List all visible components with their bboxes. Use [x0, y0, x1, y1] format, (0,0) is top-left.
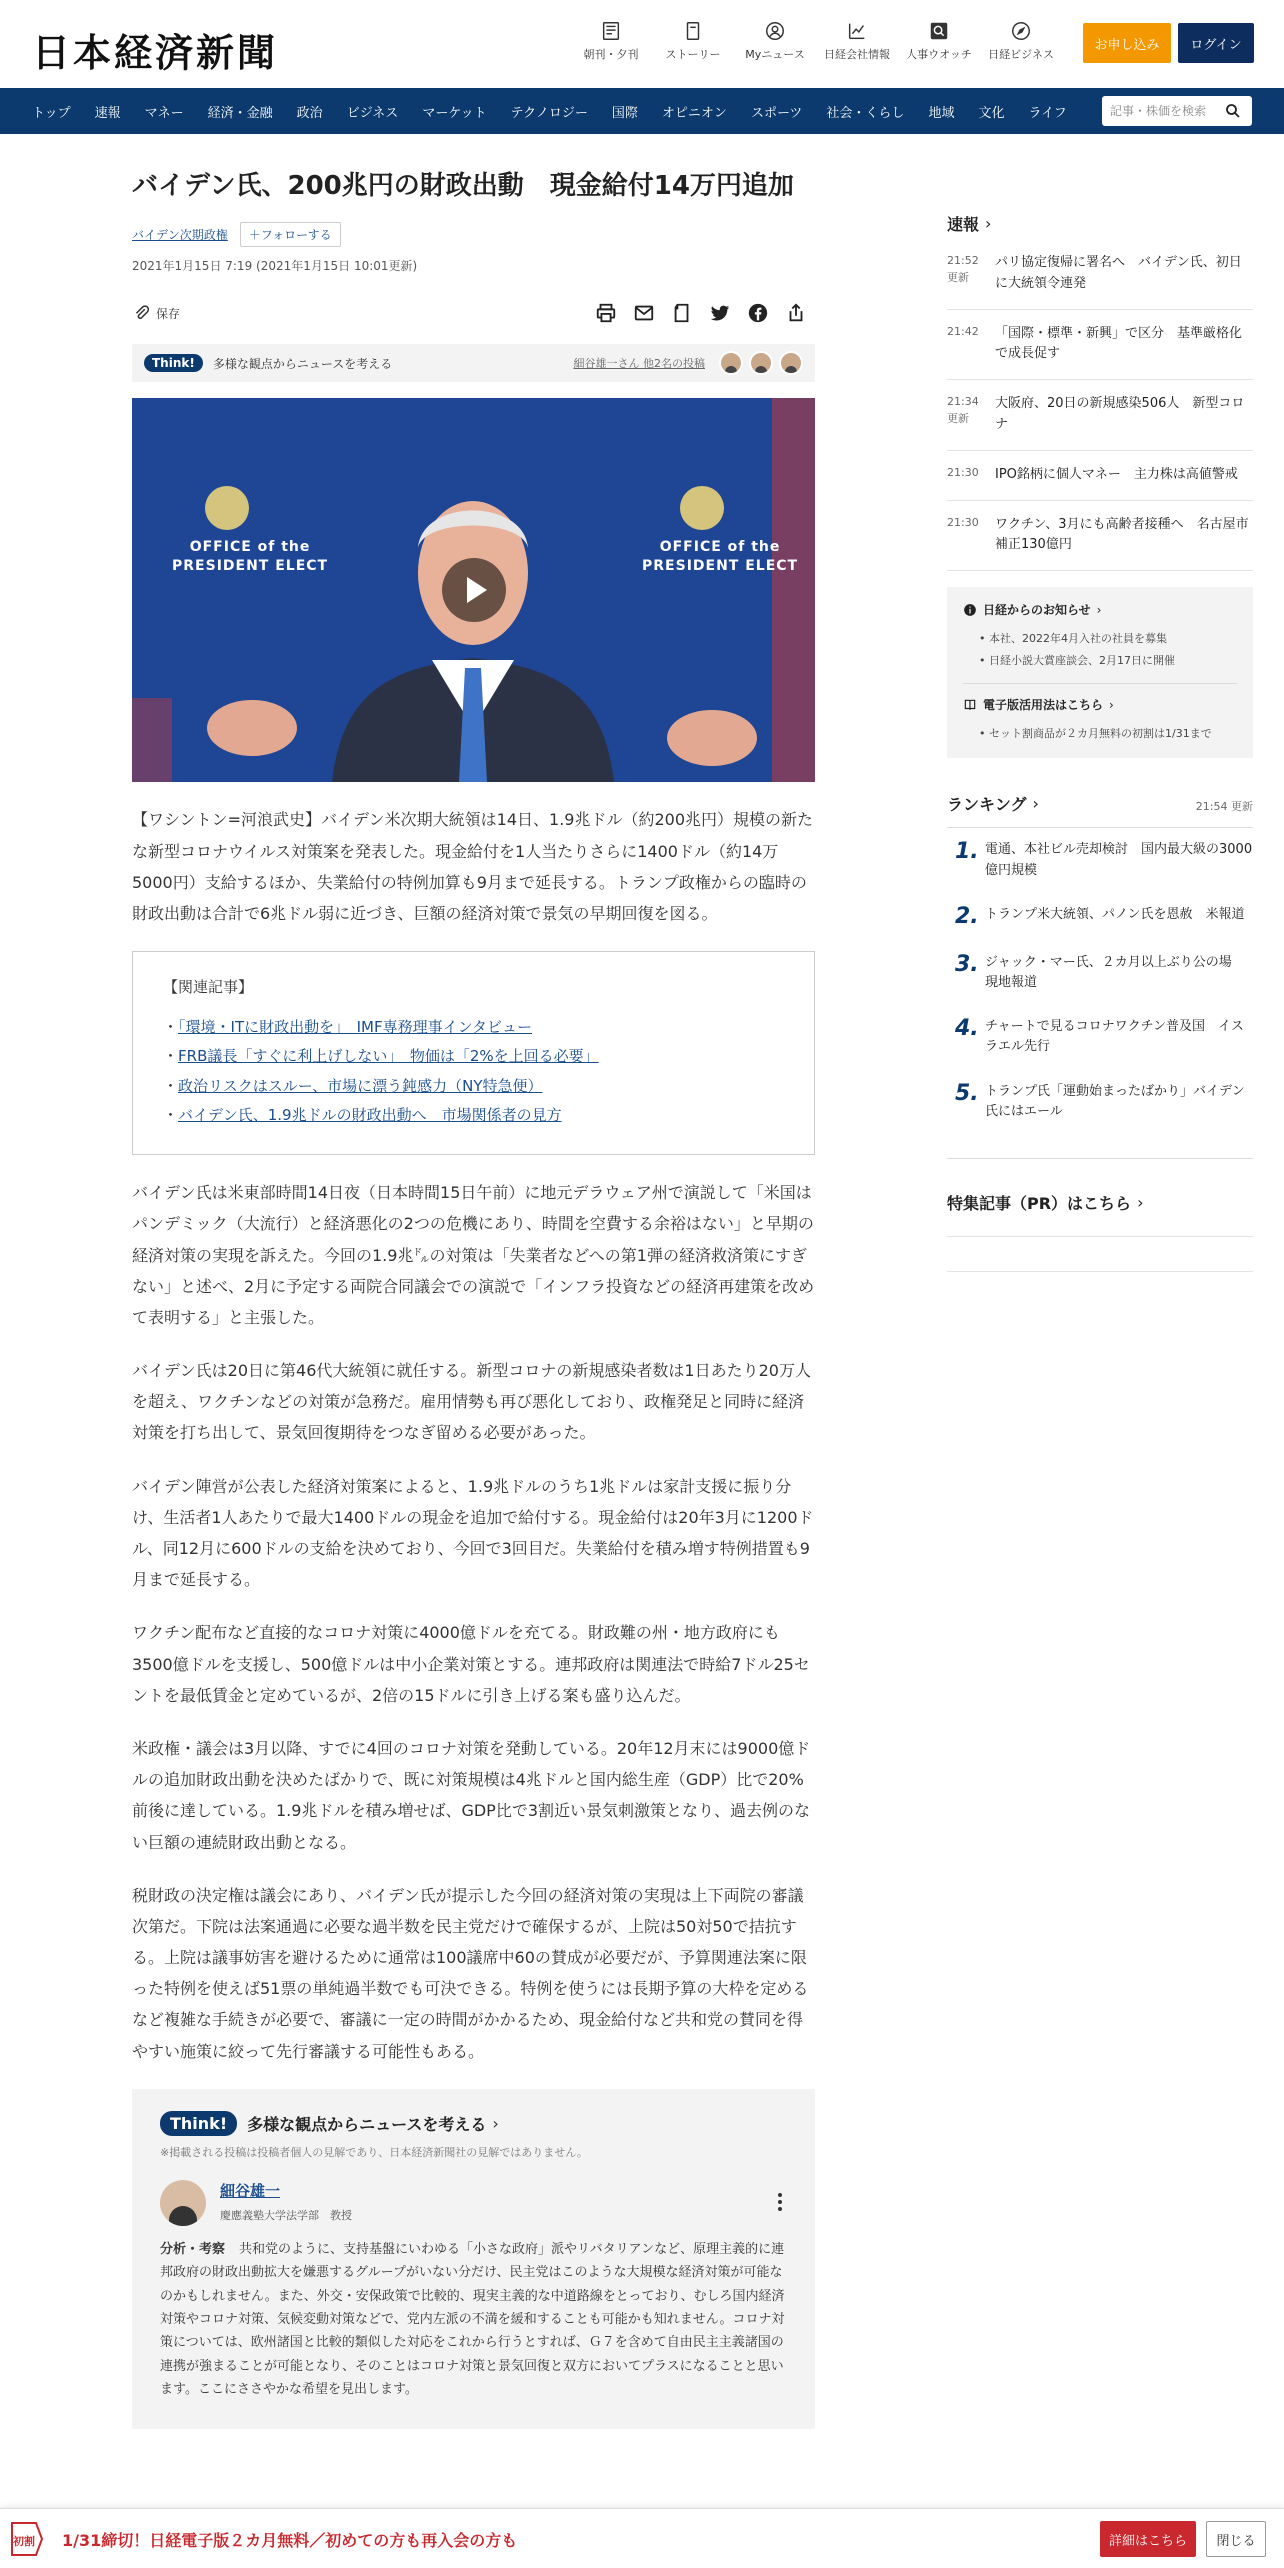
nav-item-life[interactable]: ライフ	[1028, 105, 1067, 121]
notice-title[interactable]	[963, 601, 1237, 618]
avatar	[779, 351, 803, 375]
related-link[interactable]: 政治リスクはスルー、市場に漂う鈍感力（NY特急便）	[178, 1076, 543, 1095]
header-link-label: ストーリー	[665, 48, 721, 61]
list-item[interactable]	[947, 465, 1253, 501]
twitter-icon	[709, 302, 731, 324]
header-link-personnel[interactable]	[898, 20, 980, 62]
think-badge: Think!	[160, 2111, 237, 2136]
pr-title-label: 特集記事（PR）はこちら	[947, 1193, 1132, 1213]
banner-close-button[interactable]: 閉じる	[1206, 2521, 1266, 2557]
chevron-right-icon: ›	[1109, 697, 1114, 712]
print-icon	[595, 302, 617, 324]
nav-item-top[interactable]: トップ	[32, 105, 71, 121]
user-icon	[764, 20, 786, 42]
article-paragraph: 税財政の決定権は議会にあり、バイデン氏が提示した今回の経済対策の実現は上下両院の審議次第だ。下院は法案通過に必要な過半数を民主党だけで確保するが、上院は50対50で拮抗する。上院は議事妨害を避けるために通常は100議席中60の賛成が必要だが、予算関連法案に限った特例を使えば51票の単純過半数でも可決できる。特例を使うには長期予算の大枠を定めるなど複雑な手続きが必要で、審議に一定の時間がかかるため、現金給付など共和党の賛同を得やすい施策に絞って先行審議する可能性もある。	[132, 1885, 809, 2061]
list-item: ・バイデン氏、1.9兆ドルの財政出動へ 市場関係者の見方	[163, 1105, 562, 1124]
article-body	[132, 134, 815, 2429]
header-link-label: Myニュース	[745, 48, 805, 61]
list-item: ・政治リスクはスルー、市場に漂う鈍感力（NY特急便）	[163, 1076, 543, 1095]
promo-banner	[0, 2508, 1284, 2568]
main-navigation	[0, 88, 1284, 134]
more-options-icon[interactable]	[777, 2192, 783, 2212]
chevron-right-icon: ›	[985, 214, 992, 233]
chevron-right-icon: ›	[492, 2113, 499, 2133]
compass-icon	[1010, 20, 1032, 42]
nav-item-business[interactable]: ビジネス	[346, 105, 399, 121]
ranking-item[interactable]	[947, 893, 1253, 941]
breaking-news-title-label: 速報	[947, 215, 980, 234]
banner-text[interactable]: 1/31締切！日経電子版２カ月無料／初めての方も再入会の方も	[62, 2531, 518, 2550]
sidebar	[947, 134, 1253, 1306]
ranking-item[interactable]	[947, 1070, 1253, 1134]
article-paragraph: バイデン氏は20日に第46代大統領に就任する。新型コロナの新規感染者数は1日あたり20万人を超え、ワクチンなどの対策が急務だ。雇用情勢も再び悪化しており、政権発足と同時に経済対策を打ち出して、景気回復期待をつなぎ留める必要があった。	[132, 1361, 811, 1443]
related-link[interactable]: FRB議長「すぐに利上げしない」 物価は「2%を上回る必要」	[178, 1047, 599, 1066]
article-paragraph: ワクチン配布など直接的なコロナ対策に4000億ドルを充てる。財政難の州・地方政府にも3500億ドルを支援し、500億ドルは中小企業対策とする。連邦政府は関連法で時給7ドル25セントを最低賃金と定めているが、2倍の15ドルに引き上げる案も盛り込んだ。	[132, 1623, 810, 1705]
think-box-title: 多様な観点からニュースを考える	[247, 2114, 487, 2134]
share-toolbar	[132, 298, 815, 328]
nav-item-politics[interactable]: 政治	[296, 105, 323, 121]
think-box	[132, 2089, 815, 2429]
related-articles	[132, 951, 815, 1155]
news-time: 21:30	[947, 465, 979, 479]
rank-number: 2.	[955, 903, 979, 929]
rank-number: 4.	[955, 1016, 979, 1042]
list-item: ・FRB議長「すぐに利上げしない」 物価は「2%を上回る必要」	[163, 1047, 599, 1066]
author-role: 慶應義塾大学法学部 教授	[220, 2208, 352, 2222]
news-headline[interactable]: 大阪府、20日の新規感染506人 新型コロナ	[995, 396, 1245, 432]
article-paragraph: 米政権・議会は3月以降、すでに4回のコロナ対策を発動している。20年12月末には9000億ドルの追加財政出動を決めたばかりで、既に対策規模は4兆ドルと国内総生産（GDP）比で20%前後に達している。1.9兆ドルを積み増せば、GDP比で3割近い景気刺激策となり、過去例のない巨額の連続財政出動となる。	[132, 1738, 811, 1852]
nav-item-international[interactable]: 国際	[611, 105, 638, 121]
search-person-icon	[928, 20, 950, 42]
ranking-header	[947, 792, 1253, 828]
plus-icon: ＋	[248, 228, 261, 243]
comment-text: 共和党のように、支持基盤にいわゆる「小さな政府」派やリバタリアンなど、原理主義的に連邦政府の財政出動拡大を嫌悪するグループがいない分だけ、民主党はこのような大規模な経済対策が可能なのかもしれません。また、外交・安保政策で比較的、現実主義的な中道路線をとっており、むしろ国内経済対策やコロナ対策、気候変動対策などで、党内左派の不満を緩和することも可能かも知れません。コロナ対策については、欧州諸国と比較的類似した対応をこれから行うとすれば、Ｇ７を含めて自由民主主義諸国の連携が強まることが可能となり、そのことはコロナ対策と景気回復と双方においてプラスになることと思います。ここにささやかな希望を見出します。	[160, 2241, 785, 2398]
site-logo[interactable]: 日本経済新聞	[32, 30, 279, 75]
divider	[963, 683, 1237, 684]
bookmark-button[interactable]	[663, 302, 701, 324]
nav-item-technology[interactable]: テクノロジー	[510, 105, 588, 121]
mail-button[interactable]	[625, 302, 663, 324]
news-time: 21:52	[947, 254, 979, 267]
nav-item-opinion[interactable]: オピニオン	[661, 105, 727, 121]
rank-headline[interactable]: トランプ氏「運動始まったばかり」バイデン氏にはエール	[985, 1083, 1245, 1119]
rank-headline[interactable]: 電通、本社ビル売却検討 国内最大級の3000億円規模	[985, 842, 1253, 878]
think-box-header[interactable]	[160, 2111, 787, 2136]
info-icon	[963, 603, 977, 617]
login-button[interactable]: ログイン	[1178, 23, 1254, 63]
comment-label: 分析・考察	[160, 2241, 226, 2257]
think-badge: Think!	[144, 354, 203, 372]
search-box	[1102, 96, 1252, 126]
notice-box	[947, 587, 1253, 758]
related-link[interactable]: バイデン氏、1.9兆ドルの財政出動へ 市場関係者の見方	[178, 1105, 562, 1124]
header-link-label: 日経会社情報	[824, 48, 890, 61]
digital-guide-title[interactable]	[963, 696, 1237, 713]
chevron-right-icon: ›	[1137, 1192, 1144, 1212]
news-time: 21:42	[947, 324, 979, 338]
rank-number: 1.	[955, 839, 979, 865]
banner-details-button[interactable]: 詳細はこちら	[1100, 2521, 1196, 2557]
news-time: 21:30	[947, 515, 979, 529]
news-headline[interactable]: 「国際・標準・新興」で区分 基準厳格化で成長促す	[995, 325, 1243, 362]
save-button[interactable]	[132, 304, 180, 322]
avatar	[719, 351, 743, 375]
think-comment-card	[160, 2180, 787, 2226]
rank-headline[interactable]: チャートで見るコロナワクチン普及国 イスラエル先行	[985, 1019, 1244, 1055]
ranking-title[interactable]	[947, 792, 1039, 815]
header-link-edition[interactable]	[570, 20, 652, 62]
save-label: 保存	[156, 306, 181, 321]
header-icon-menu	[570, 20, 1062, 62]
subscribe-button[interactable]: お申し込み	[1083, 23, 1171, 63]
article-lead: 【ワシントン=河浪武史】バイデン米次期大統領は14日、1.9兆ドル（約200兆円）規模の新たな新型コロナウイルス対策案を発表した。現金給付を1人当たりさらに1400ドル（約14万5000円）支給するほか、失業給付の特例加算も9月まで延長する。トランプ政権からの臨時の財政出動は合計で6兆ドル弱に近づき、巨額の経済対策で景気の早期回復を図る。	[132, 810, 814, 923]
chart-icon	[846, 20, 868, 42]
nav-item-region[interactable]: 地域	[928, 105, 955, 121]
tag-icon	[8, 2519, 44, 2559]
ranking-updated: 21:54 更新	[1195, 800, 1253, 814]
author-block	[220, 2180, 352, 2226]
follow-label: フォローする	[260, 228, 332, 243]
nav-item-breaking[interactable]: 速報	[94, 105, 121, 121]
photo-backdrop-text: OFFICE of the PRESIDENT ELECT	[642, 539, 799, 574]
nav-item-culture[interactable]: 文化	[978, 105, 1005, 121]
news-headline[interactable]: ワクチン、3月にも高齢者接種へ 名古屋市補正130億円	[995, 516, 1249, 553]
news-headline[interactable]: パリ協定復帰に署名へ バイデン氏、初日に大統領令連発	[995, 255, 1242, 291]
avatar[interactable]	[160, 2180, 206, 2226]
related-link[interactable]: 「環境・ITに財政出動を」 IMF専務理事インタビュー	[178, 1018, 532, 1037]
article-headline: バイデン氏、200兆円の財政出動 現金給付14万円追加	[132, 171, 794, 201]
twitter-button[interactable]	[701, 302, 739, 324]
header-link-label: 日経ビジネス	[988, 48, 1054, 61]
pr-section	[947, 1158, 1253, 1272]
newspaper-icon	[600, 20, 622, 42]
facebook-icon	[747, 302, 769, 324]
article-paragraph: バイデン氏は米東部時間14日夜（日本時間15日午前）に地元デラウェア州で演説して「米国はパンデミック（大流行）と経済悪化の2つの危機にあり、時間を空費する余裕はない」と早期の経済対策の実現を訴えた。今回の1.9兆㌦の対策は「失業者などへの第1弾の経済救済策にすぎない」と述べ、2月に予定する両院合同議会での演説で「インフラ投資などの経済再建策を改めて表明する」と主張した。	[132, 1183, 815, 1327]
list-item[interactable]: • 日経小説大賞座談会、2月17日に開催	[979, 653, 1175, 667]
notice-text: セット割商品が２カ月無料の初割は1/31まで	[989, 727, 1212, 741]
rank-headline[interactable]: トランプ米大統領、パノン氏を恩赦 米報道	[985, 906, 1245, 922]
breaking-news-title[interactable]	[947, 212, 1253, 235]
list-item[interactable]	[947, 324, 1253, 381]
list-item[interactable]	[947, 515, 1253, 572]
think-comment	[160, 2238, 787, 2402]
note-icon	[671, 302, 693, 324]
search-input[interactable]	[1110, 104, 1220, 118]
tag-label: 初割	[13, 2535, 35, 2548]
header-link-business[interactable]	[980, 20, 1062, 62]
chevron-right-icon: ›	[1032, 794, 1039, 814]
news-headline[interactable]: IPO銘柄に個人マネー 主力株は高値警戒	[995, 466, 1238, 482]
header-link-company-info[interactable]	[816, 20, 898, 62]
header-link-story[interactable]	[652, 20, 734, 62]
article-video[interactable]	[132, 398, 815, 782]
nav-item-money[interactable]: マネー	[144, 105, 184, 121]
list-item[interactable]	[947, 253, 1253, 310]
print-button[interactable]	[587, 302, 625, 324]
nav-item-economy[interactable]: 経済・金融	[207, 105, 273, 121]
avatar	[749, 351, 773, 375]
digital-guide-title-label: 電子版活用法はこちら	[983, 698, 1104, 713]
think-box-note: ※掲載される投稿は投稿者個人の見解であり、日本経済新聞社の見解ではありません。	[160, 2145, 588, 2159]
nav-item-market[interactable]: マーケット	[422, 105, 487, 121]
mail-icon	[633, 302, 655, 324]
ranking-title-label: ランキング	[947, 795, 1027, 815]
list-item[interactable]	[947, 394, 1253, 451]
rank-headline[interactable]: ジャック・マー氏、２カ月以上ぶり公の場 現地報道	[985, 954, 1245, 991]
list-item: ・「環境・ITに財政出動を」 IMF専務理事インタビュー	[163, 1018, 532, 1037]
share-button[interactable]	[777, 302, 815, 324]
think-posts-link[interactable]: 細谷雄一さん 他2名の投稿	[573, 357, 705, 371]
story-icon	[682, 20, 704, 42]
rank-number: 5.	[955, 1080, 979, 1106]
header-link-label: 人事ウオッチ	[906, 48, 972, 61]
paperclip-icon	[132, 304, 150, 322]
chevron-right-icon: ›	[1096, 602, 1102, 617]
share-icon	[785, 302, 807, 324]
notice-text: 日経小説大賞座談会、2月17日に開催	[989, 653, 1175, 667]
breaking-news-list	[947, 253, 1253, 571]
divider	[947, 1236, 1253, 1237]
divider	[947, 1271, 1253, 1272]
header-link-mynews[interactable]	[734, 20, 816, 62]
list-item[interactable]: • 本社、2022年4月入社の社員を募集	[979, 632, 1167, 646]
search-icon[interactable]	[1224, 102, 1242, 120]
pr-title[interactable]	[947, 1191, 1253, 1214]
ranking-item[interactable]	[947, 1005, 1253, 1069]
share-icons	[587, 302, 815, 324]
notice-title-label: 日経からのお知らせ	[983, 603, 1091, 618]
facebook-button[interactable]	[739, 302, 777, 324]
topic-link[interactable]: バイデン次期政権	[132, 228, 228, 243]
photo-backdrop-text: OFFICE of the PRESIDENT ELECT	[172, 539, 329, 574]
author-name[interactable]: 細谷雄一	[220, 2181, 281, 2200]
think-bar[interactable]	[132, 344, 815, 382]
ranking-item[interactable]	[947, 941, 1253, 1005]
book-icon	[963, 698, 977, 712]
ranking-item[interactable]	[947, 828, 1253, 892]
news-updated: 更新	[947, 270, 969, 284]
news-time: 21:34	[947, 395, 979, 409]
article-dateline: 2021年1月15日 7:19 (2021年1月15日 10:01更新)	[132, 259, 418, 274]
follow-button[interactable]	[240, 222, 341, 247]
think-avatars	[713, 351, 803, 375]
site-header	[0, 0, 1284, 88]
nav-item-sports[interactable]: スポーツ	[750, 105, 803, 121]
header-link-label: 朝刊・夕刊	[583, 48, 639, 61]
list-item[interactable]: • セット割商品が２カ月無料の初割は1/31まで	[979, 727, 1212, 741]
news-updated: 更新	[947, 411, 969, 425]
nav-item-society[interactable]: 社会・くらし	[826, 105, 905, 121]
article-paragraph: バイデン陣営が公表した経済対策案によると、1.9兆ドルのうち1兆ドルは家計支援に振り分け、生活者1人あたりで最大1400ドルの現金を追加で給付する。現金給付は20年3月に1200ドル、同12月に600ドルの支給を決めており、今回で3回目だ。失業給付を積み増す特例措置も9月まで延長する。	[132, 1476, 814, 1590]
related-title: 【関連記事】	[163, 978, 254, 997]
topic-row	[132, 222, 815, 247]
play-button[interactable]	[442, 558, 506, 622]
rank-number: 3.	[955, 951, 979, 977]
think-text: 多様な観点からニュースを考える	[212, 356, 393, 371]
notice-text: 本社、2022年4月入社の社員を募集	[989, 632, 1167, 646]
